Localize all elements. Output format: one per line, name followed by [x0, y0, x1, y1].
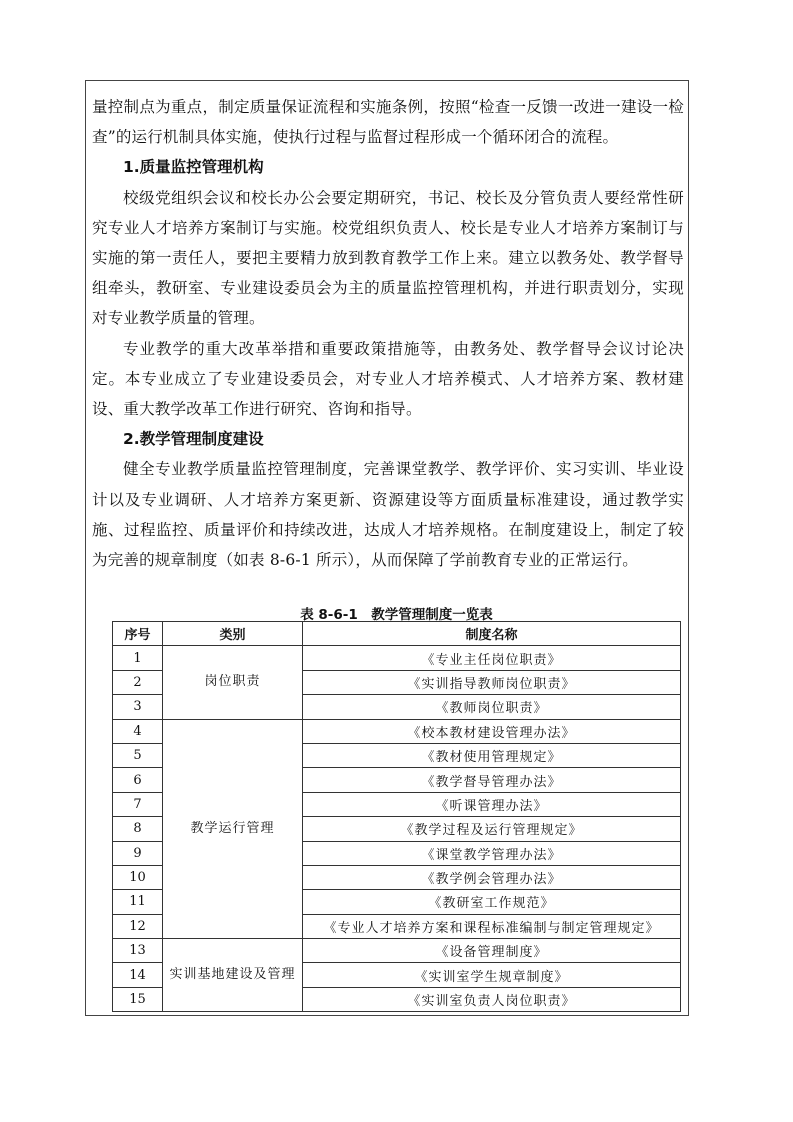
regulation-name: 《实训室学生规章制度》 [303, 963, 681, 987]
regulation-name: 《教学例会管理办法》 [303, 865, 681, 889]
header-category: 类别 [163, 622, 303, 646]
row-number: 10 [113, 865, 163, 889]
section-heading-2: 2.教学管理制度建设 [123, 430, 264, 449]
regulation-name: 《实训室负责人岗位职责》 [303, 987, 681, 1011]
document-body [92, 92, 684, 575]
regulations-table [112, 621, 681, 1012]
section1-paragraph-2: 专业教学的重大改革举措和重要政策措施等，由教务处、教学督导会议讨论决定。本专业成立了专业建设委员会，对专业人才培养模式、人才培养方案、教材建设、重大教学改革工作进行研究、咨询和指导。 [92, 339, 684, 419]
row-number: 3 [113, 695, 163, 719]
row-number: 7 [113, 792, 163, 816]
row-number: 12 [113, 914, 163, 938]
row-number: 8 [113, 817, 163, 841]
table-row [113, 646, 681, 670]
section2-paragraph-1: 健全专业教学质量监控管理制度，完善课堂教学、教学评价、实习实训、毕业设计以及专业调研、人才培养方案更新、资源建设等方面质量标准建设，通过教学实施、过程监控、质量评价和持续改进，达成人才培养规格。在制度建设上，制定了较为完善的规章制度（如表 8-6-1 所示），从而保障了学前教育专业的正常运行。 [92, 460, 684, 570]
row-number: 2 [113, 670, 163, 694]
regulation-name: 《专业人才培养方案和课程标准编制与制定管理规定》 [303, 914, 681, 938]
row-number: 1 [113, 646, 163, 670]
regulation-name: 《实训指导教师岗位职责》 [303, 670, 681, 694]
regulation-name: 《教材使用管理规定》 [303, 743, 681, 767]
regulation-name: 《课堂教学管理办法》 [303, 841, 681, 865]
regulation-name: 《听课管理办法》 [303, 792, 681, 816]
category-cell: 实训基地建设及管理 [163, 939, 303, 1012]
category-cell: 岗位职责 [163, 646, 303, 719]
section-heading-1: 1.质量监控管理机构 [123, 158, 264, 177]
row-number: 9 [113, 841, 163, 865]
row-number: 11 [113, 890, 163, 914]
regulation-name: 《教师岗位职责》 [303, 695, 681, 719]
header-number: 序号 [113, 622, 163, 646]
regulation-name: 《校本教材建设管理办法》 [303, 719, 681, 743]
row-number: 15 [113, 987, 163, 1011]
table-caption: 表 8-6-1 教学管理制度一览表 [300, 607, 493, 623]
row-number: 13 [113, 939, 163, 963]
section1-paragraph-1: 校级党组织会议和校长办公会要定期研究，书记、校长及分管负责人要经常性研究专业人才培养方案制订与实施。校党组织负责人、校长是专业人才培养方案制订与实施的第一责任人，要把主要精力放到教育教学工作上来。建立以教务处、教学督导组牵头，教研室、专业建设委员会为主的质量监控管理机构，并进行职责划分，实现对专业教学质量的管理。 [92, 188, 684, 328]
table-row [113, 939, 681, 963]
regulation-name: 《专业主任岗位职责》 [303, 646, 681, 670]
regulation-name: 《教学过程及运行管理规定》 [303, 817, 681, 841]
regulation-name: 《教研室工作规范》 [303, 890, 681, 914]
header-regulation-name: 制度名称 [303, 622, 681, 646]
table-row [113, 719, 681, 743]
intro-paragraph: 量控制点为重点，制定质量保证流程和实施条例，按照“检查一反馈一改进一建设一检查”的运行机制具体实施，使执行过程与监督过程形成一个循环闭合的流程。 [92, 98, 684, 147]
row-number: 6 [113, 768, 163, 792]
row-number: 14 [113, 963, 163, 987]
table-header-row [113, 622, 681, 646]
row-number: 4 [113, 719, 163, 743]
row-number: 5 [113, 743, 163, 767]
regulation-name: 《设备管理制度》 [303, 939, 681, 963]
category-cell: 教学运行管理 [163, 719, 303, 939]
regulation-name: 《教学督导管理办法》 [303, 768, 681, 792]
